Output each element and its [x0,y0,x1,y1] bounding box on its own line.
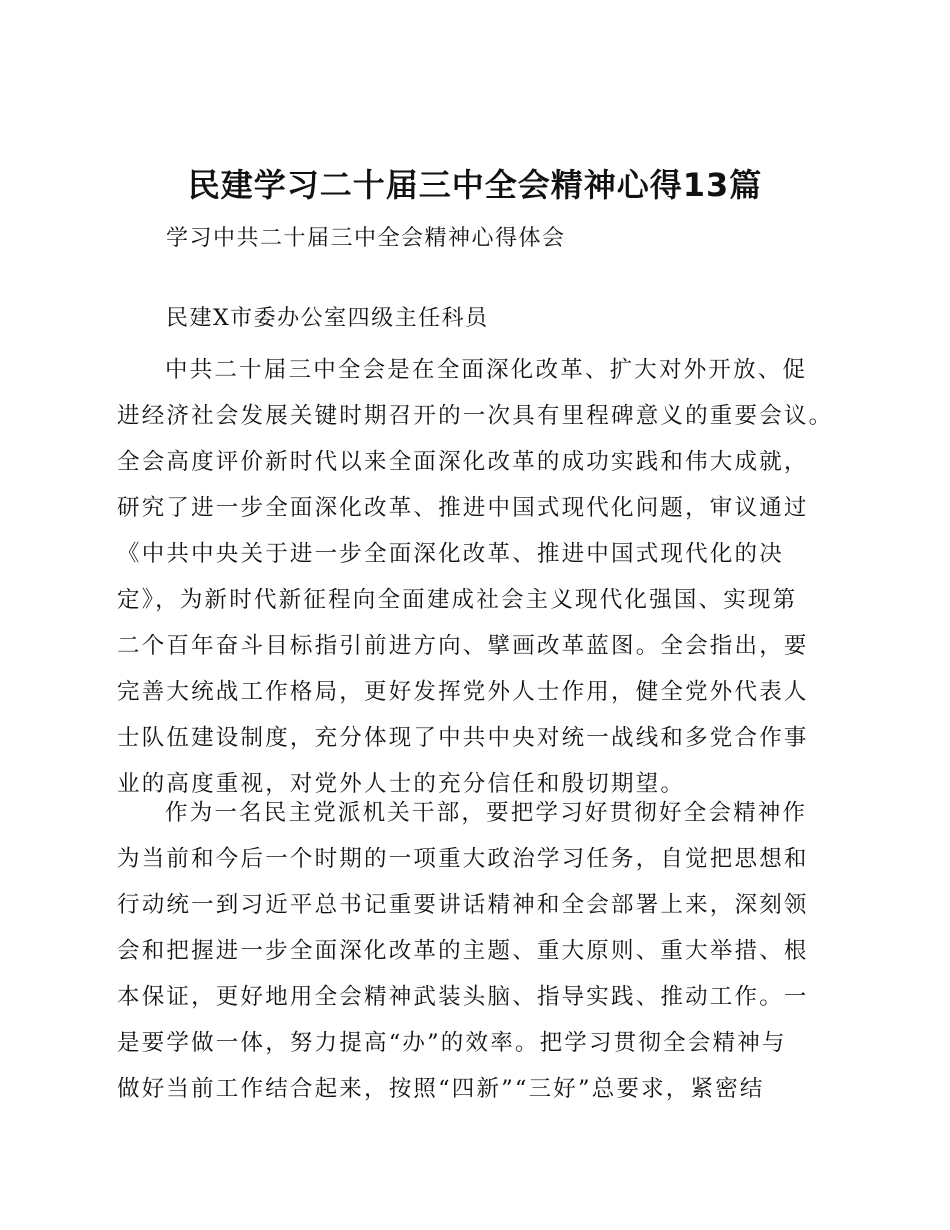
paragraph-line: 业的高度重视，对党外人士的充分信任和殷切期望。 [117,771,686,797]
paragraph-line: 作为一名民主党派机关干部，要把学习好贯彻好全会精神作 [165,800,808,826]
paragraph-line: 本保证，更好地用全会精神武装头脑、指导实践、推动工作。一 [117,984,809,1010]
document-subtitle: 学习中共二十届三中全会精神心得体会 [166,226,566,251]
paragraph-line: 士队伍建设制度，充分体现了中共中央对统一战线和多党合作事 [117,725,809,751]
paragraph-line: 进经济社会发展关键时期召开的一次具有里程碑意义的重要会议。 [117,403,834,429]
body-paragraph [117,790,832,1112]
paragraph-line: 全会高度评价新时代以来全面深化改革的成功实践和伟大成就， [117,449,809,475]
paragraph-line: 为当前和今后一个时期的一项重大政治学习任务，自觉把思想和 [117,846,809,872]
body-paragraph [117,347,832,807]
paragraph-line: 二个百年奋斗目标指引前进方向、擘画改革蓝图。全会指出，要 [117,633,809,659]
paragraph-line: 行动统一到习近平总书记重要讲话精神和全会部署上来，深刻领 [117,892,809,918]
paragraph-line: 定》，为新时代新征程向全面建成社会主义现代化强国、实现第 [117,587,798,613]
paragraph-line: 完善大统战工作格局，更好发挥党外人士作用，健全党外代表人 [117,679,809,705]
paragraph-line: 做好当前工作结合起来，按照“四新”“三好”总要求，紧密结 [117,1076,765,1102]
author-line: 民建X市委办公室四级主任科员 [166,306,489,331]
paragraph-line: 中共二十届三中全会是在全面深化改革、扩大对外开放、促 [165,357,808,383]
paragraph-line: 研究了进一步全面深化改革、推进中国式现代化问题，审议通过 [117,495,809,521]
document-title: 民建学习二十届三中全会精神心得13篇 [187,166,763,204]
paragraph-line: 《中共中央关于进一步全面深化改革、推进中国式现代化的决 [117,541,784,567]
paragraph-line: 是要学做一体，努力提高“办”的效率。把学习贯彻全会精神与 [117,1030,787,1056]
paragraph-line: 会和把握进一步全面深化改革的主题、重大原则、重大举措、根 [117,938,809,964]
